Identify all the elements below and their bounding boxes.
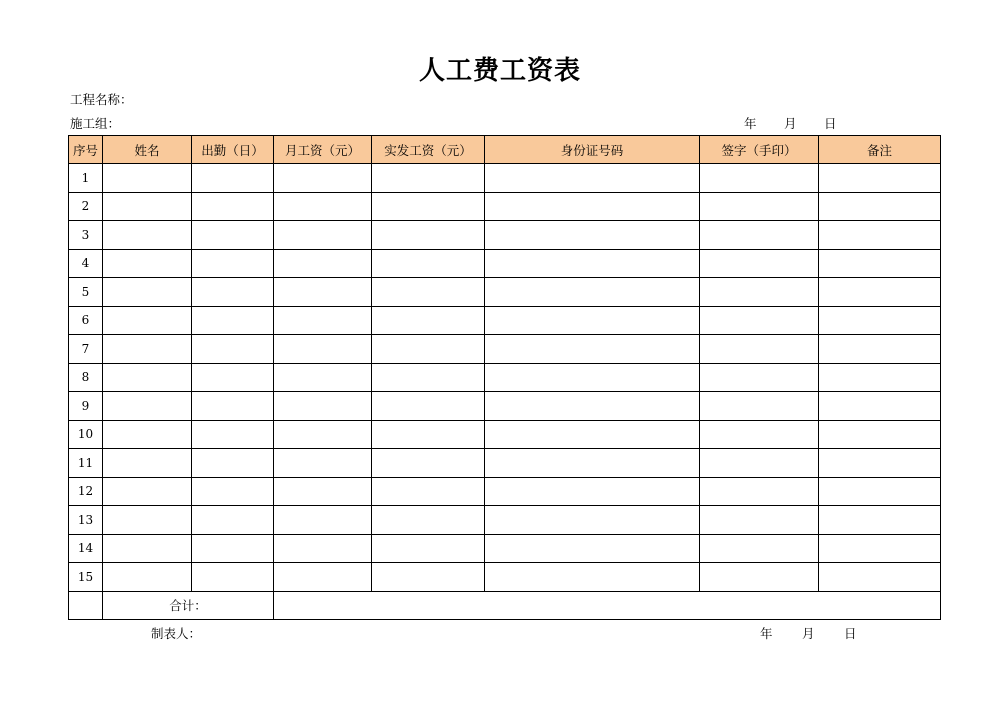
attendance-cell[interactable]: [192, 534, 274, 563]
table-row: [69, 192, 941, 221]
month-label: 月: [784, 116, 797, 131]
name-cell[interactable]: [103, 563, 192, 592]
id-number-cell[interactable]: [485, 164, 700, 193]
row-number: 14: [69, 534, 103, 563]
row-number: 5: [69, 278, 103, 307]
attendance-cell[interactable]: [192, 477, 274, 506]
signature-cell[interactable]: [700, 477, 819, 506]
monthly-wage-cell[interactable]: [274, 477, 372, 506]
table-header-row: [69, 136, 941, 164]
name-cell[interactable]: [103, 506, 192, 535]
remarks-cell[interactable]: [819, 278, 941, 307]
actual-wage-cell[interactable]: [372, 420, 485, 449]
name-cell[interactable]: [103, 335, 192, 364]
remarks-cell[interactable]: [819, 192, 941, 221]
table-row: [69, 249, 941, 278]
signature-cell[interactable]: [700, 534, 819, 563]
name-cell[interactable]: [103, 392, 192, 421]
table-row: [69, 335, 941, 364]
col-header-signature: 签字（手印）: [700, 136, 819, 164]
month-label: 月: [802, 626, 815, 641]
table-row: [69, 278, 941, 307]
signature-cell[interactable]: [700, 249, 819, 278]
actual-wage-cell[interactable]: [372, 506, 485, 535]
id-number-cell[interactable]: [485, 249, 700, 278]
table-row: [69, 164, 941, 193]
monthly-wage-cell[interactable]: [274, 164, 372, 193]
attendance-cell[interactable]: [192, 506, 274, 535]
remarks-cell[interactable]: [819, 363, 941, 392]
attendance-cell[interactable]: [192, 335, 274, 364]
row-number: 13: [69, 506, 103, 535]
col-header-index: 序号: [69, 136, 103, 164]
remarks-cell[interactable]: [819, 420, 941, 449]
monthly-wage-cell[interactable]: [274, 249, 372, 278]
attendance-cell[interactable]: [192, 221, 274, 250]
id-number-cell[interactable]: [485, 477, 700, 506]
actual-wage-cell[interactable]: [372, 449, 485, 478]
row-number: 3: [69, 221, 103, 250]
attendance-cell[interactable]: [192, 392, 274, 421]
row-number: 11: [69, 449, 103, 478]
actual-wage-cell[interactable]: [372, 164, 485, 193]
col-header-remarks: 备注: [819, 136, 941, 164]
name-cell[interactable]: [103, 164, 192, 193]
table-row: [69, 449, 941, 478]
name-cell[interactable]: [103, 249, 192, 278]
year-label: 年: [760, 626, 773, 641]
signature-cell[interactable]: [700, 306, 819, 335]
row-number: 1: [69, 164, 103, 193]
id-number-cell[interactable]: [485, 563, 700, 592]
actual-wage-cell[interactable]: [372, 477, 485, 506]
project-name-label: 工程名称：: [70, 92, 133, 107]
team-label: 施工组：: [70, 116, 121, 131]
row-number: 6: [69, 306, 103, 335]
id-number-cell[interactable]: [485, 534, 700, 563]
attendance-cell[interactable]: [192, 192, 274, 221]
monthly-wage-cell[interactable]: [274, 420, 372, 449]
total-label: 合计：: [103, 591, 274, 619]
total-row: [69, 591, 941, 619]
attendance-cell[interactable]: [192, 306, 274, 335]
id-number-cell[interactable]: [485, 363, 700, 392]
name-cell[interactable]: [103, 278, 192, 307]
wage-table: [68, 135, 941, 620]
monthly-wage-cell[interactable]: [274, 563, 372, 592]
id-number-cell[interactable]: [485, 420, 700, 449]
row-number: 12: [69, 477, 103, 506]
remarks-cell[interactable]: [819, 449, 941, 478]
attendance-cell[interactable]: [192, 449, 274, 478]
day-label: 日: [844, 626, 857, 641]
id-number-cell[interactable]: [485, 278, 700, 307]
name-cell[interactable]: [103, 221, 192, 250]
header-date: [744, 116, 837, 132]
name-cell[interactable]: [103, 420, 192, 449]
id-number-cell[interactable]: [485, 335, 700, 364]
attendance-cell[interactable]: [192, 164, 274, 193]
signature-cell[interactable]: [700, 363, 819, 392]
name-cell[interactable]: [103, 192, 192, 221]
table-row: [69, 306, 941, 335]
actual-wage-cell[interactable]: [372, 192, 485, 221]
actual-wage-cell[interactable]: [372, 335, 485, 364]
id-number-cell[interactable]: [485, 221, 700, 250]
table-maker-label: 制表人：: [151, 626, 202, 641]
table-row: [69, 363, 941, 392]
id-number-cell[interactable]: [485, 506, 700, 535]
col-header-monthly-wage: 月工资（元）: [274, 136, 372, 164]
remarks-cell[interactable]: [819, 477, 941, 506]
id-number-cell[interactable]: [485, 192, 700, 221]
name-cell[interactable]: [103, 306, 192, 335]
monthly-wage-cell[interactable]: [274, 363, 372, 392]
table-row: [69, 534, 941, 563]
row-number: 8: [69, 363, 103, 392]
signature-cell[interactable]: [700, 164, 819, 193]
monthly-wage-cell[interactable]: [274, 192, 372, 221]
table-row: [69, 563, 941, 592]
remarks-cell[interactable]: [819, 306, 941, 335]
id-number-cell[interactable]: [485, 306, 700, 335]
row-number: 7: [69, 335, 103, 364]
row-number: 10: [69, 420, 103, 449]
actual-wage-cell[interactable]: [372, 306, 485, 335]
footer-date: [760, 626, 857, 642]
monthly-wage-cell[interactable]: [274, 335, 372, 364]
name-cell[interactable]: [103, 477, 192, 506]
name-cell[interactable]: [103, 449, 192, 478]
remarks-cell[interactable]: [819, 164, 941, 193]
signature-cell[interactable]: [700, 420, 819, 449]
signature-cell[interactable]: [700, 278, 819, 307]
day-label: 日: [824, 116, 837, 131]
attendance-cell[interactable]: [192, 563, 274, 592]
attendance-cell[interactable]: [192, 249, 274, 278]
signature-cell[interactable]: [700, 392, 819, 421]
remarks-cell[interactable]: [819, 221, 941, 250]
actual-wage-cell[interactable]: [372, 534, 485, 563]
total-index-cell: [69, 591, 103, 619]
remarks-cell[interactable]: [819, 563, 941, 592]
name-cell[interactable]: [103, 534, 192, 563]
actual-wage-cell[interactable]: [372, 363, 485, 392]
table-row: [69, 420, 941, 449]
year-label: 年: [744, 116, 757, 131]
signature-cell[interactable]: [700, 221, 819, 250]
attendance-cell[interactable]: [192, 420, 274, 449]
attendance-cell[interactable]: [192, 278, 274, 307]
row-number: 2: [69, 192, 103, 221]
actual-wage-cell[interactable]: [372, 278, 485, 307]
col-header-id-number: 身份证号码: [485, 136, 700, 164]
attendance-cell[interactable]: [192, 363, 274, 392]
row-number: 4: [69, 249, 103, 278]
actual-wage-cell[interactable]: [372, 392, 485, 421]
table-row: [69, 477, 941, 506]
signature-cell[interactable]: [700, 449, 819, 478]
col-header-attendance: 出勤（日）: [192, 136, 274, 164]
monthly-wage-cell[interactable]: [274, 278, 372, 307]
page-title: 人工费工资表: [418, 56, 581, 86]
table-row: [69, 221, 941, 250]
monthly-wage-cell[interactable]: [274, 392, 372, 421]
row-number: 9: [69, 392, 103, 421]
remarks-cell[interactable]: [819, 335, 941, 364]
monthly-wage-cell[interactable]: [274, 506, 372, 535]
total-value-cell[interactable]: [274, 591, 941, 619]
id-number-cell[interactable]: [485, 392, 700, 421]
signature-cell[interactable]: [700, 563, 819, 592]
actual-wage-cell[interactable]: [372, 249, 485, 278]
actual-wage-cell[interactable]: [372, 221, 485, 250]
remarks-cell[interactable]: [819, 392, 941, 421]
col-header-actual-wage: 实发工资（元）: [372, 136, 485, 164]
signature-cell[interactable]: [700, 192, 819, 221]
signature-cell[interactable]: [700, 335, 819, 364]
remarks-cell[interactable]: [819, 506, 941, 535]
monthly-wage-cell[interactable]: [274, 534, 372, 563]
monthly-wage-cell[interactable]: [274, 221, 372, 250]
table-row: [69, 506, 941, 535]
col-header-name: 姓名: [103, 136, 192, 164]
row-number: 15: [69, 563, 103, 592]
remarks-cell[interactable]: [819, 249, 941, 278]
id-number-cell[interactable]: [485, 449, 700, 478]
monthly-wage-cell[interactable]: [274, 449, 372, 478]
name-cell[interactable]: [103, 363, 192, 392]
signature-cell[interactable]: [700, 506, 819, 535]
actual-wage-cell[interactable]: [372, 563, 485, 592]
table-row: [69, 392, 941, 421]
remarks-cell[interactable]: [819, 534, 941, 563]
monthly-wage-cell[interactable]: [274, 306, 372, 335]
